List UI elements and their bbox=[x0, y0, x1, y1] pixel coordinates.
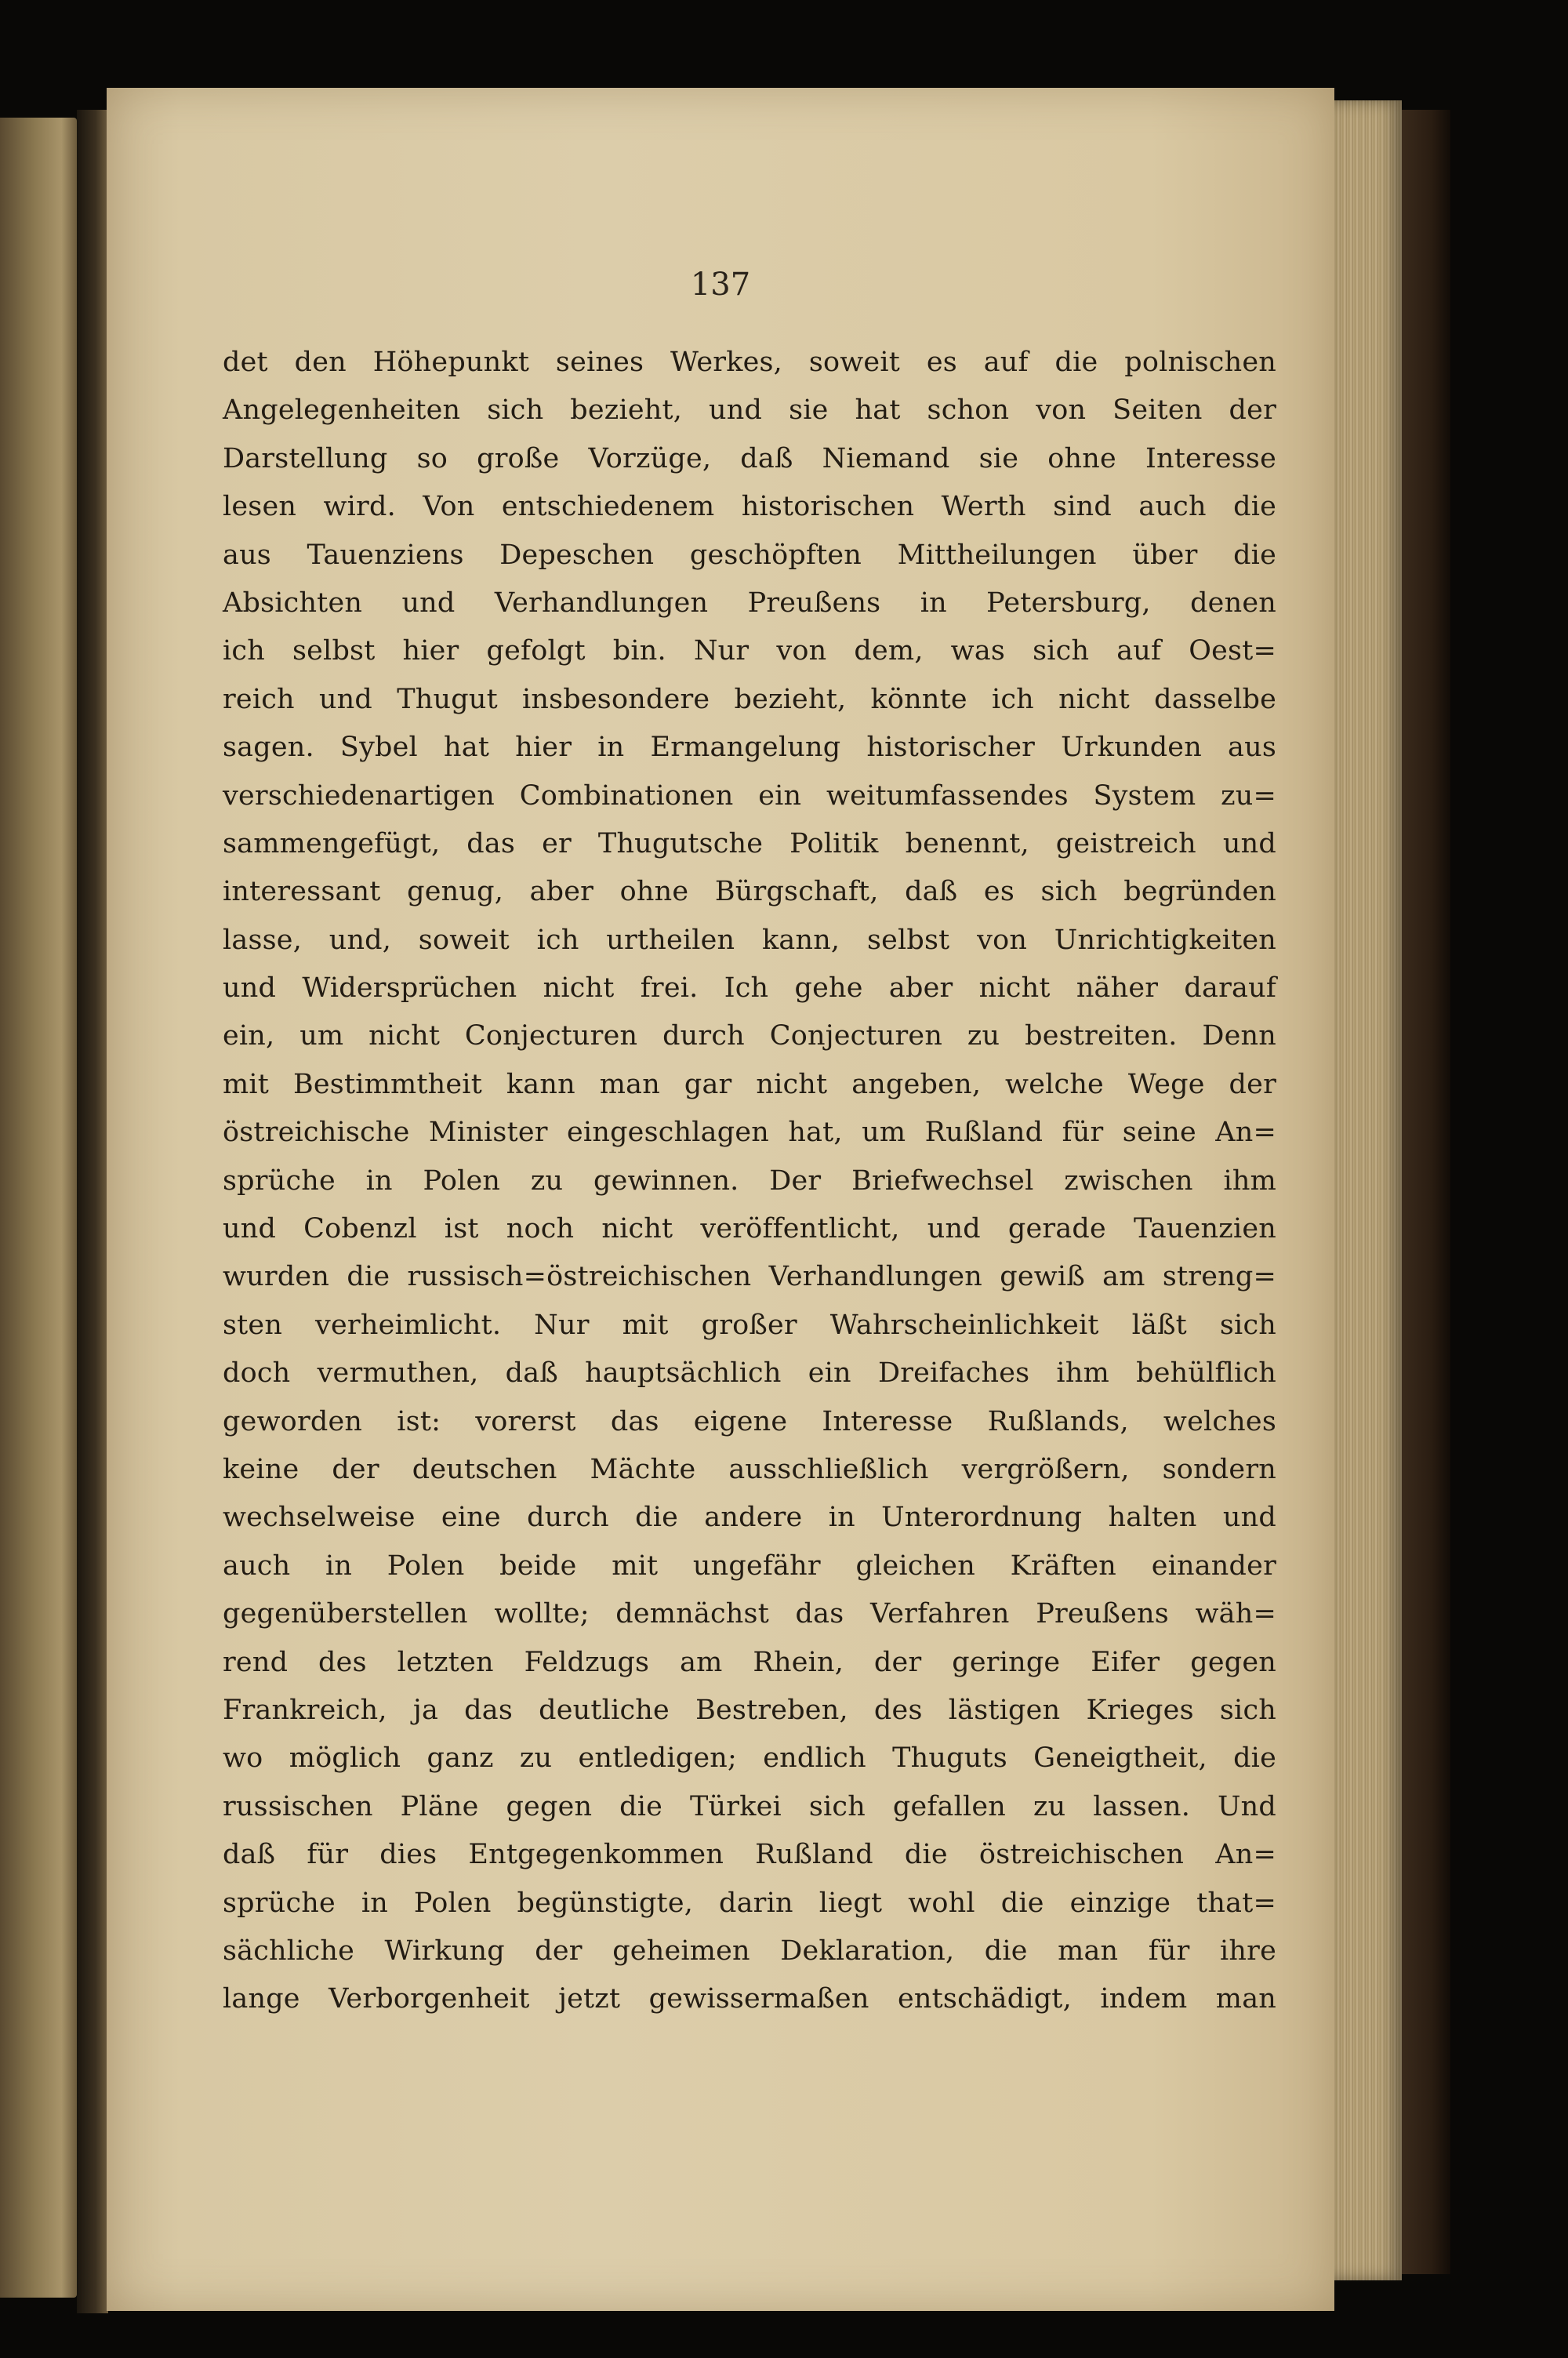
text-line: daß für dies Entgegenkommen Rußland die östreichischen An= bbox=[223, 1839, 1276, 1871]
book-cover-edge bbox=[1402, 110, 1450, 2274]
text-line: wurden die russisch=östreichischen Verhandlungen gewiß am streng= bbox=[223, 1261, 1276, 1293]
page-text-block bbox=[223, 339, 1276, 2024]
text-line: lasse, und, soweit ich urtheilen kann, selbst von Unrichtigkeiten bbox=[223, 924, 1276, 956]
text-line: mit Bestimmtheit kann man gar nicht angeben, welche Wege der bbox=[223, 1068, 1276, 1100]
text-line: reich und Thugut insbesondere bezieht, könnte ich nicht dasselbe bbox=[223, 683, 1276, 715]
text-line: aus Tauenziens Depeschen geschöpften Mittheilungen über die bbox=[223, 539, 1276, 571]
text-line: gegenüberstellen wollte; demnächst das Verfahren Preußens wäh= bbox=[223, 1598, 1276, 1630]
text-line: sächliche Wirkung der geheimen Deklaration, die man für ihre bbox=[223, 1935, 1276, 1967]
book-gutter bbox=[77, 110, 108, 2313]
text-line: sagen. Sybel hat hier in Ermangelung historischer Urkunden aus bbox=[223, 732, 1276, 764]
text-line: Darstellung so große Vorzüge, daß Niemand sie ohne Interesse bbox=[223, 442, 1276, 474]
book-page bbox=[107, 88, 1334, 2311]
text-line: ich selbst hier gefolgt bin. Nur von dem, was sich auf Oest= bbox=[223, 635, 1276, 667]
previous-page-edge bbox=[0, 118, 77, 2298]
text-line: verschiedenartigen Combinationen ein weitumfassendes System zu= bbox=[223, 779, 1276, 812]
text-line: östreichische Minister eingeschlagen hat, um Rußland für seine An= bbox=[223, 1117, 1276, 1149]
text-line: geworden ist: vorerst das eigene Interesse Rußlands, welches bbox=[223, 1405, 1276, 1437]
text-line: wo möglich ganz zu entledigen; endlich Thuguts Geneigtheit, die bbox=[223, 1742, 1276, 1775]
text-line: sten verheimlicht. Nur mit großer Wahrscheinlichkeit läßt sich bbox=[223, 1309, 1276, 1341]
text-line: und Widersprüchen nicht frei. Ich gehe aber nicht näher darauf bbox=[223, 972, 1276, 1005]
text-line: interessant genug, aber ohne Bürgschaft, daß es sich begründen bbox=[223, 876, 1276, 908]
text-line: auch in Polen beide mit ungefähr gleichen Kräften einander bbox=[223, 1550, 1276, 1582]
text-line: rend des letzten Feldzugs am Rhein, der geringe Eifer gegen bbox=[223, 1646, 1276, 1678]
text-line: sammengefügt, das er Thugutsche Politik benennt, geistreich und bbox=[223, 827, 1276, 859]
text-line: lesen wird. Von entschiedenem historischen Werth sind auch die bbox=[223, 491, 1276, 523]
page-stack-edge bbox=[1334, 100, 1402, 2280]
text-line: keine der deutschen Mächte ausschließlich vergrößern, sondern bbox=[223, 1453, 1276, 1485]
text-line: det den Höhepunkt seines Werkes, soweit es auf die polnischen bbox=[223, 347, 1276, 378]
text-line: wechselweise eine durch die andere in Unterordnung halten und bbox=[223, 1502, 1276, 1534]
text-line: Frankreich, ja das deutliche Bestreben, des lästigen Krieges sich bbox=[223, 1694, 1276, 1726]
text-line: ein, um nicht Conjecturen durch Conjecturen zu bestreiten. Denn bbox=[223, 1020, 1276, 1052]
text-line: russischen Pläne gegen die Türkei sich gefallen zu lassen. Und bbox=[223, 1790, 1276, 1822]
text-line: sprüche in Polen zu gewinnen. Der Briefwechsel zwischen ihm bbox=[223, 1164, 1276, 1197]
text-line: sprüche in Polen begünstigte, darin liegt wohl die einzige that= bbox=[223, 1887, 1276, 1919]
text-line: Absichten und Verhandlungen Preußens in Petersburg, denen bbox=[223, 587, 1276, 619]
text-line: doch vermuthen, daß hauptsächlich ein Dreifaches ihm behülflich bbox=[223, 1357, 1276, 1390]
text-line: und Cobenzl ist noch nicht veröffentlicht, und gerade Tauenzien bbox=[223, 1213, 1276, 1245]
text-line: lange Verborgenheit jetzt gewissermaßen entschädigt, indem man bbox=[223, 1983, 1276, 2015]
page-number: 137 bbox=[690, 267, 751, 303]
text-line: Angelegenheiten sich bezieht, und sie hat schon von Seiten der bbox=[223, 394, 1276, 427]
